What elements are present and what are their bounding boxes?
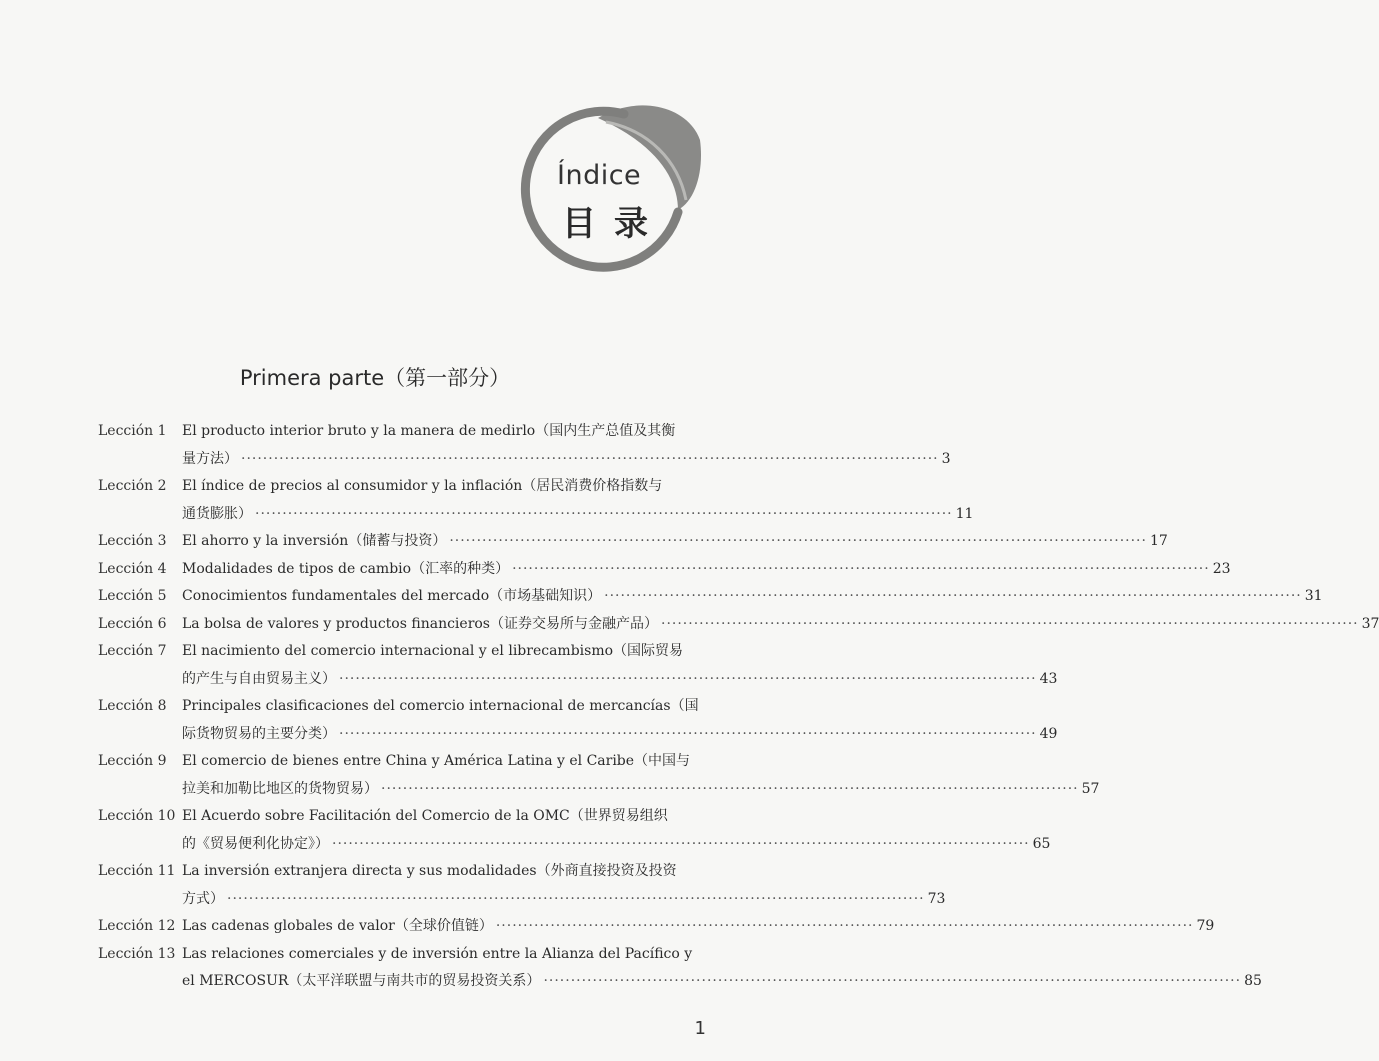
dot-leader	[332, 831, 1030, 859]
lesson-title-line: El índice de precios al consumidor y la inflación（居民消费价格指数与	[182, 478, 663, 494]
dot-leader	[381, 776, 1079, 804]
lesson-title-line: El nacimiento del comercio internacional y el librecambismo（国际贸易	[182, 643, 684, 659]
toc-entry[interactable]	[98, 556, 1231, 584]
lesson-title	[182, 748, 1099, 803]
toc-entry[interactable]	[98, 611, 1379, 639]
table-of-contents	[98, 418, 1379, 996]
lesson-page-number: 57	[1081, 780, 1100, 797]
lesson-title-line: 际货物贸易的主要分类）	[182, 725, 336, 742]
lesson-title-line: 拉美和加勒比地区的货物贸易）	[182, 780, 378, 797]
lesson-title	[182, 418, 951, 473]
dot-leader	[227, 886, 925, 914]
toc-entry[interactable]	[98, 941, 1262, 996]
dot-leader	[661, 611, 1359, 639]
dot-leader	[496, 913, 1194, 941]
lesson-title	[182, 638, 1057, 693]
toc-entry[interactable]	[98, 638, 1058, 693]
lesson-page-number: 73	[927, 890, 946, 907]
lesson-page-number: 11	[955, 505, 974, 522]
lesson-title-line: el MERCOSUR（太平洋联盟与南共市的贸易投资关系）	[182, 973, 541, 989]
toc-entry[interactable]	[98, 693, 1058, 748]
lesson-title	[182, 611, 1379, 639]
toc-entry[interactable]	[98, 583, 1323, 611]
toc-entry[interactable]	[98, 858, 946, 913]
lesson-title-line: Modalidades de tipos de cambio（汇率的种类）	[182, 560, 510, 577]
lesson-label: Lección 10	[98, 808, 176, 824]
lesson-label: Lección 13	[98, 945, 176, 962]
lesson-title-line: 通货膨胀）	[182, 505, 252, 522]
toc-entry[interactable]	[98, 473, 974, 528]
lesson-title-line: 的产生与自由贸易主义）	[182, 670, 336, 687]
lesson-page-number: 49	[1039, 725, 1058, 742]
lesson-title-line: El ahorro y la inversión（储蓄与投资）	[182, 533, 447, 549]
lesson-title	[182, 941, 1262, 996]
toc-entry[interactable]	[98, 418, 951, 473]
lesson-page-number: 65	[1032, 835, 1051, 852]
page-number: 1	[694, 1018, 706, 1039]
lesson-page-number: 43	[1039, 670, 1058, 687]
lesson-title	[182, 858, 945, 913]
lesson-title-line: Principales clasificaciones del comercio internacional de mercancías（国	[182, 698, 699, 714]
part-title: Primera parte（第一部分）	[239, 366, 511, 390]
lesson-title	[182, 528, 1168, 556]
lesson-page-number: 31	[1304, 588, 1323, 604]
lesson-page-number: 3	[941, 450, 951, 467]
lesson-title-line: El comercio de bienes entre China y América Latina y el Caribe（中国与	[182, 753, 691, 769]
lesson-page-number: 17	[1149, 533, 1168, 549]
lesson-title-line: Las cadenas globales de valor（全球价值链）	[182, 918, 493, 934]
lesson-title-line: 量方法）	[182, 450, 238, 467]
dot-leader	[543, 968, 1241, 996]
lesson-title-line: La bolsa de valores y productos financieros（证券交易所与金融产品）	[182, 615, 658, 632]
dot-leader	[241, 446, 939, 474]
lesson-title-line: 的《贸易便利化协定》）	[182, 835, 329, 852]
dot-leader	[449, 528, 1147, 556]
lesson-page-number: 85	[1244, 973, 1262, 989]
lesson-title-line: Las relaciones comerciales y de inversión entre la Alianza del Pacífico y	[182, 945, 693, 962]
lesson-label: Lección 11	[98, 863, 176, 879]
toc-entry[interactable]	[98, 803, 1051, 858]
dot-leader	[604, 583, 1302, 611]
lesson-title-line: El Acuerdo sobre Facilitación del Comercio de la OMC（世界贸易组织	[182, 808, 668, 824]
lesson-title	[182, 583, 1323, 611]
lesson-label: Lección 7	[98, 643, 167, 659]
lesson-title	[182, 803, 1050, 858]
lesson-page-number: 23	[1212, 560, 1231, 577]
lesson-label: Lección 4	[98, 560, 167, 577]
toc-entry[interactable]	[98, 748, 1100, 803]
dot-leader	[255, 501, 953, 529]
lesson-title	[182, 693, 1057, 748]
lesson-label: Lección 12	[98, 918, 176, 934]
dot-leader	[339, 666, 1037, 694]
lesson-label: Lección 6	[98, 615, 167, 632]
lesson-label: Lección 8	[98, 698, 167, 714]
lesson-label: Lección 2	[98, 478, 167, 494]
lesson-title-line: El producto interior bruto y la manera de medirlo（国内生产总值及其衡	[182, 423, 676, 439]
dot-leader	[512, 556, 1210, 584]
lesson-label: Lección 5	[98, 588, 167, 604]
lesson-page-number: 79	[1196, 918, 1215, 934]
lesson-label: Lección 9	[98, 753, 167, 769]
lesson-title	[182, 913, 1214, 941]
lesson-page-number: 37	[1361, 615, 1379, 632]
lesson-label: Lección 1	[98, 423, 167, 439]
lesson-title-line: Conocimientos fundamentales del mercado（市场基础知识）	[182, 588, 602, 604]
index-title-zh: 目录	[562, 204, 666, 244]
toc-entry[interactable]	[98, 528, 1168, 556]
dot-leader	[339, 721, 1037, 749]
toc-entry[interactable]	[98, 913, 1215, 941]
lesson-title	[182, 556, 1231, 584]
lesson-label: Lección 3	[98, 533, 167, 549]
lesson-title	[182, 473, 973, 528]
lesson-title-line: 方式）	[182, 890, 224, 907]
lesson-title-line: La inversión extranjera directa y sus modalidades（外商直接投资及投资	[182, 863, 677, 879]
index-title-es: Índice	[557, 160, 642, 191]
